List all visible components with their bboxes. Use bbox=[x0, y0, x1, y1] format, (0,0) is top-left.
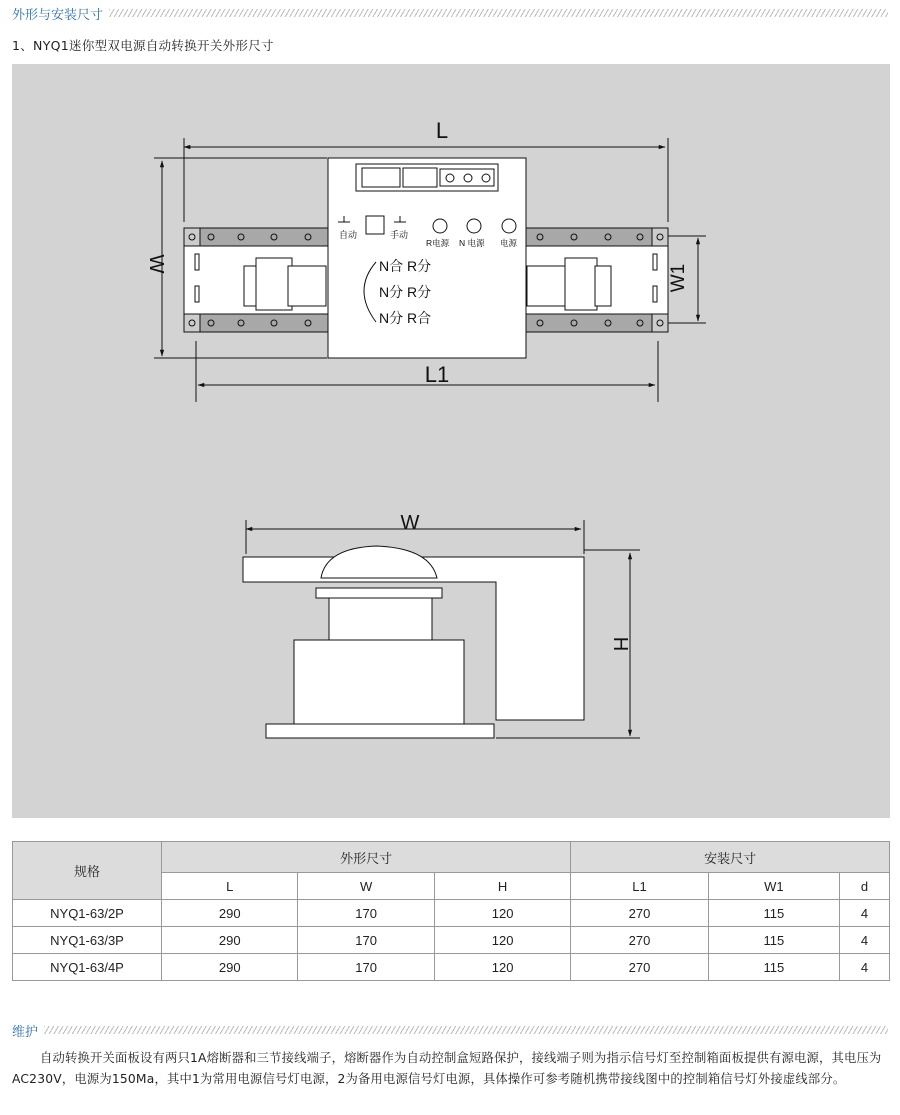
cell-value: 4 bbox=[840, 954, 890, 981]
r-power-lamp bbox=[433, 219, 447, 233]
selector-switch bbox=[366, 216, 384, 234]
label-W1: W1 bbox=[668, 263, 689, 293]
label-L1: L1 bbox=[424, 362, 450, 387]
table-row bbox=[13, 927, 890, 954]
cell-value: 115 bbox=[708, 927, 839, 954]
section-header-dimensions bbox=[12, 4, 888, 22]
maintenance-paragraph: 自动转换开关面板设有两只1A熔断器和三节接线端子，熔断器作为自动控制盒短路保护，接线端子则为指示信号灯至控制箱面板提供有源电源，其电压为AC230V，电源为150Ma，其中1为常用电源信号灯电源，2为备用电源信号灯电源，具体操作可参考随机携带接线图中的控制箱信号灯外接虚线部分。 bbox=[12, 1051, 882, 1086]
power-lamp bbox=[502, 219, 516, 233]
cell-value: 290 bbox=[162, 900, 298, 927]
cell-model: NYQ1-63/3P bbox=[13, 927, 162, 954]
label-n-power: N 电源 bbox=[459, 238, 485, 248]
header-outline: 外形尺寸 bbox=[162, 842, 571, 873]
label-power: 电源 bbox=[500, 238, 518, 248]
cell-value: 120 bbox=[434, 927, 570, 954]
col-W1: W1 bbox=[708, 873, 839, 900]
state-line-2: N分 R分 bbox=[379, 284, 432, 300]
cell-value: 170 bbox=[298, 900, 434, 927]
header-spec: 规格 bbox=[13, 842, 162, 900]
cell-value: 4 bbox=[840, 900, 890, 927]
section-header-maintenance bbox=[12, 1021, 888, 1039]
state-line-3: N分 R合 bbox=[379, 310, 432, 326]
dimension-drawing bbox=[12, 64, 890, 818]
cell-model: NYQ1-63/4P bbox=[13, 954, 162, 981]
section-title: 维护 bbox=[12, 1024, 39, 1040]
cell-value: 120 bbox=[434, 954, 570, 981]
state-line-1: N合 R分 bbox=[379, 258, 432, 274]
cell-value: 115 bbox=[708, 900, 839, 927]
cell-value: 270 bbox=[571, 954, 708, 981]
col-H: H bbox=[434, 873, 570, 900]
label-auto: 自动 bbox=[339, 230, 358, 240]
col-L: L bbox=[162, 873, 298, 900]
cell-model: NYQ1-63/2P bbox=[13, 900, 162, 927]
section-divider bbox=[109, 9, 888, 17]
cell-value: 4 bbox=[840, 927, 890, 954]
section-divider bbox=[44, 1026, 888, 1034]
n-power-lamp bbox=[467, 219, 481, 233]
cell-value: 270 bbox=[571, 900, 708, 927]
side-base bbox=[266, 724, 494, 738]
col-d: d bbox=[840, 873, 890, 900]
cell-value: 170 bbox=[298, 927, 434, 954]
section-title: 外形与安装尺寸 bbox=[12, 7, 104, 23]
label-H: H bbox=[609, 636, 631, 652]
figure-subtitle: 1、NYQ1迷你型双电源自动转换开关外形尺寸 bbox=[12, 38, 274, 53]
side-body bbox=[294, 640, 464, 724]
cell-value: 290 bbox=[162, 927, 298, 954]
cell-value: 170 bbox=[298, 954, 434, 981]
label-r-power: R电源 bbox=[426, 238, 450, 248]
cell-value: 270 bbox=[571, 927, 708, 954]
drawing-svg bbox=[12, 64, 890, 818]
spec-table bbox=[12, 841, 890, 981]
side-dome bbox=[321, 546, 437, 578]
cell-value: 290 bbox=[162, 954, 298, 981]
col-W: W bbox=[298, 873, 434, 900]
label-side-W: W bbox=[400, 512, 420, 534]
label-L: L bbox=[435, 118, 449, 143]
label-W: W bbox=[145, 254, 167, 274]
header-install: 安装尺寸 bbox=[571, 842, 890, 873]
cell-value: 115 bbox=[708, 954, 839, 981]
col-L1: L1 bbox=[571, 873, 708, 900]
label-manual: 手动 bbox=[390, 230, 409, 240]
table-row bbox=[13, 900, 890, 927]
table-row bbox=[13, 954, 890, 981]
cell-value: 120 bbox=[434, 900, 570, 927]
